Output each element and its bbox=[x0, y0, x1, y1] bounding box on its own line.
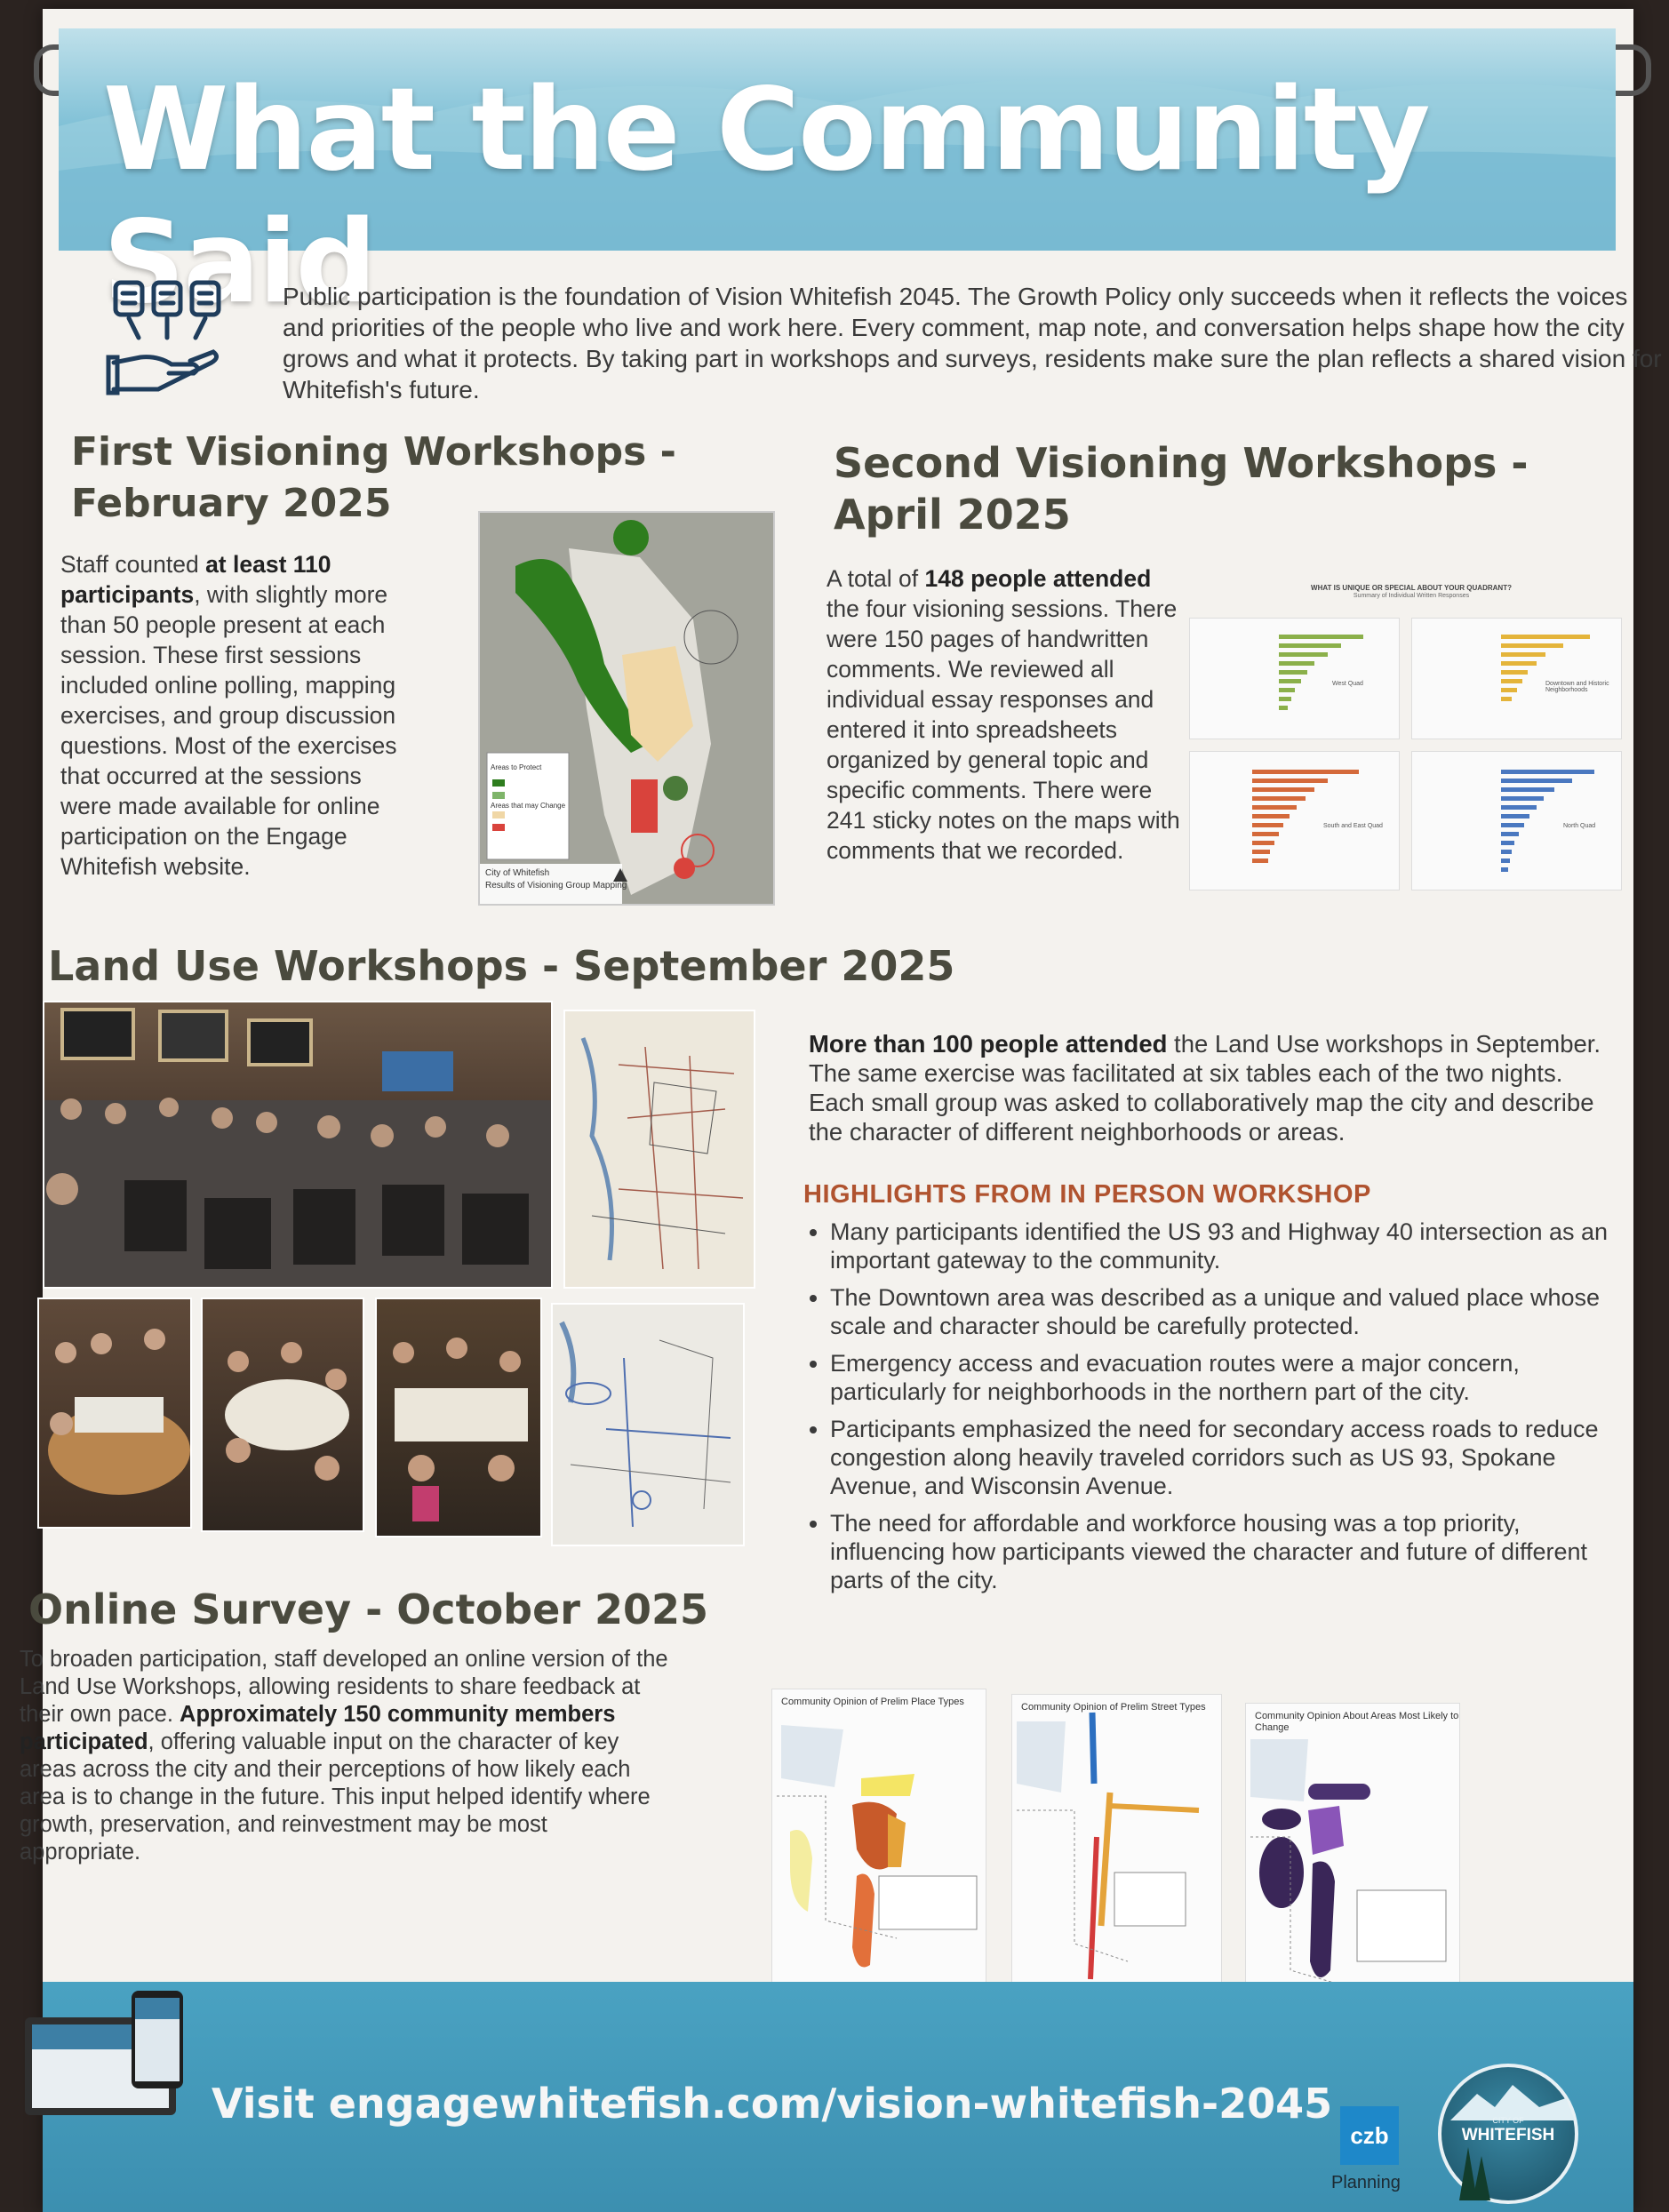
first-title-line1: First Visioning Workshops - bbox=[71, 429, 676, 475]
czb-subtitle: Planning bbox=[1331, 2173, 1401, 2192]
sketch-map-2 bbox=[553, 1305, 743, 1545]
map-legend-change: Areas that may Change bbox=[491, 802, 566, 810]
quadrant-charts bbox=[1189, 584, 1625, 893]
landuse-title: Land Use Workshops - September 2025 bbox=[48, 942, 955, 990]
highlight-item: • Many participants identified the US 93 and Highway 40 intersection as an important gateway to the community. bbox=[830, 1218, 1639, 1274]
highlights-list bbox=[803, 1218, 1639, 1603]
survey-text-1: To broaden participation, staff developed an online version of the Land Use Workshops, allowing residents to share feedback at their own pace. bbox=[20, 1647, 668, 1727]
second-text-bold: 148 people attended bbox=[924, 565, 1152, 592]
bars-south-east bbox=[1190, 752, 1399, 890]
bars-west bbox=[1190, 619, 1399, 739]
quadrant-label-south-east: South and East Quad bbox=[1323, 823, 1383, 829]
likely-change-map bbox=[1246, 1704, 1459, 2006]
survey-map-title-change: Community Opinion About Areas Most Likely to Change bbox=[1255, 1711, 1459, 1733]
chart-north-quad bbox=[1411, 751, 1622, 890]
chart-south-east bbox=[1189, 751, 1400, 890]
map-caption-city: City of Whitefish bbox=[485, 868, 550, 878]
first-text-1: Staff counted bbox=[60, 551, 206, 578]
survey-map-street-types bbox=[1011, 1694, 1222, 1989]
second-text-1: A total of bbox=[827, 565, 925, 592]
charts-subtitle: Summary of Individual Written Responses bbox=[1353, 593, 1470, 599]
participation-hand-icon bbox=[105, 276, 229, 400]
highlight-item: • The need for affordable and workforce housing was a top priority, influencing how participants viewed the character and future of different parts of the city. bbox=[830, 1509, 1639, 1594]
table-group-photo-3 bbox=[375, 1298, 542, 1537]
poster-board bbox=[20, 9, 1662, 2212]
bars-downtown bbox=[1412, 619, 1621, 739]
logo-city-of: CITY OF bbox=[1492, 2116, 1524, 2125]
map-legend-title: Areas to Protect bbox=[491, 763, 542, 771]
chart-downtown bbox=[1411, 618, 1622, 739]
title-banner bbox=[59, 28, 1616, 329]
first-text-2: , with slightly more than 50 people present at each session. These first sessions included online polling, mapping exercises, and group discussion questions. Most of the exercises that occurred at the sessions were made available for online participation on the Engage Whitefish website. bbox=[60, 581, 397, 880]
sketch-map-1 bbox=[565, 1011, 754, 1287]
engage-link[interactable]: Visit engagewhitefish.com/vision-whitefish-2045 bbox=[212, 2080, 1333, 2128]
table-group-photo-2 bbox=[201, 1298, 364, 1532]
survey-text bbox=[20, 1646, 668, 1866]
survey-text-bold: Approximately 150 community members participated bbox=[20, 1702, 616, 1754]
highlights-title: HIGHLIGHTS FROM IN PERSON WORKSHOP bbox=[803, 1180, 1371, 1209]
whitefish-city-logo bbox=[1438, 2064, 1578, 2204]
map-caption-results: Results of Visioning Group Mapping bbox=[485, 881, 627, 890]
second-workshops-text bbox=[827, 563, 1182, 866]
highlight-item: • The Downtown area was described as a unique and valued place whose scale and character should be carefully protected. bbox=[830, 1283, 1639, 1340]
second-title-line1: Second Visioning Workshops - bbox=[834, 439, 1529, 487]
street-types-map bbox=[1012, 1695, 1221, 1988]
charts-title: WHAT IS UNIQUE OR SPECIAL ABOUT YOUR QUADRANT? bbox=[1311, 584, 1512, 592]
highlight-item: • Emergency access and evacuation routes were a major concern, particularly for neighborhoods in the northern part of the city. bbox=[830, 1349, 1639, 1406]
quadrant-label-north: North Quad bbox=[1563, 823, 1596, 829]
bars-north bbox=[1412, 752, 1621, 890]
footer-band bbox=[43, 1982, 1633, 2212]
devices-graphic bbox=[16, 1991, 194, 2124]
quadrant-label-downtown: Downtown and Historic Neighborhoods bbox=[1545, 681, 1609, 693]
page-title: What the Community Said bbox=[103, 64, 1429, 329]
first-workshops-text bbox=[60, 549, 398, 882]
survey-map-title-street: Community Opinion of Prelim Street Types bbox=[1021, 1702, 1206, 1713]
second-text-2: the four visioning sessions. There were 150 pages of handwritten comments. We reviewed all individual essay responses and entered it into spreadsheets organized by general topic and specific comments. There were 241 sticky notes on the maps with comments that we recorded. bbox=[827, 595, 1180, 864]
first-title-line2: February 2025 bbox=[71, 481, 392, 526]
workshop-map-sketch-2 bbox=[551, 1303, 745, 1546]
visioning-group-map bbox=[478, 511, 775, 906]
survey-map-likely-change bbox=[1245, 1703, 1460, 2007]
survey-map-place-types bbox=[771, 1689, 986, 1984]
czb-logo: czb bbox=[1340, 2106, 1399, 2165]
landuse-text bbox=[809, 1029, 1617, 1146]
place-types-map bbox=[772, 1689, 986, 1983]
second-workshops-title bbox=[834, 437, 1529, 540]
workshop-map-sketch-1 bbox=[563, 1010, 755, 1289]
table-group-photo-1 bbox=[37, 1298, 192, 1529]
survey-title: Online Survey - October 2025 bbox=[28, 1585, 709, 1633]
second-title-line2: April 2025 bbox=[834, 491, 1071, 539]
intro-paragraph: Public participation is the foundation of Vision Whitefish 2045. The Growth Policy only succeeds when it reflects the voices and priorities of the people who live and work here. Every comment, map note, and conversation helps shape how the city grows and what it protects. By taking part in workshops and surveys, residents make sure the plan reflects a shared vision for Whitefish's future. bbox=[283, 283, 1662, 403]
first-text-bold: at least 110 participants bbox=[60, 551, 331, 608]
highlight-item: • Participants emphasized the need for secondary access roads to reduce congestion along heavily traveled corridors such as US 93, Spokane Avenue, and Wisconsin Avenue. bbox=[830, 1415, 1639, 1500]
survey-text-2: , offering valuable input on the character of key areas across the city and their perceptions of how likely each area is to change in the future. This input helped identify where growth, preservation, and reinvestment may be most appropriate. bbox=[20, 1729, 651, 1865]
landuse-text-rest: the Land Use workshops in September. The same exercise was facilitated at six tables each of the two nights. Each small group was asked to collaboratively map the city and describe the character of different neighborhoods or areas. bbox=[809, 1030, 1601, 1146]
chart-west-quad bbox=[1189, 618, 1400, 739]
logo-whitefish: WHITEFISH bbox=[1461, 2126, 1555, 2144]
table-scene-3 bbox=[377, 1299, 540, 1536]
table-scene-1 bbox=[39, 1299, 190, 1527]
table-scene-2 bbox=[203, 1299, 363, 1530]
visioning-map-graphic bbox=[480, 513, 773, 904]
workshop-room-photo bbox=[43, 1001, 553, 1289]
room-scene bbox=[44, 1002, 551, 1287]
landuse-text-bold: More than 100 people attended bbox=[809, 1030, 1168, 1058]
survey-map-title-place: Community Opinion of Prelim Place Types bbox=[781, 1697, 964, 1707]
quadrant-label-west: West Quad bbox=[1332, 681, 1363, 687]
